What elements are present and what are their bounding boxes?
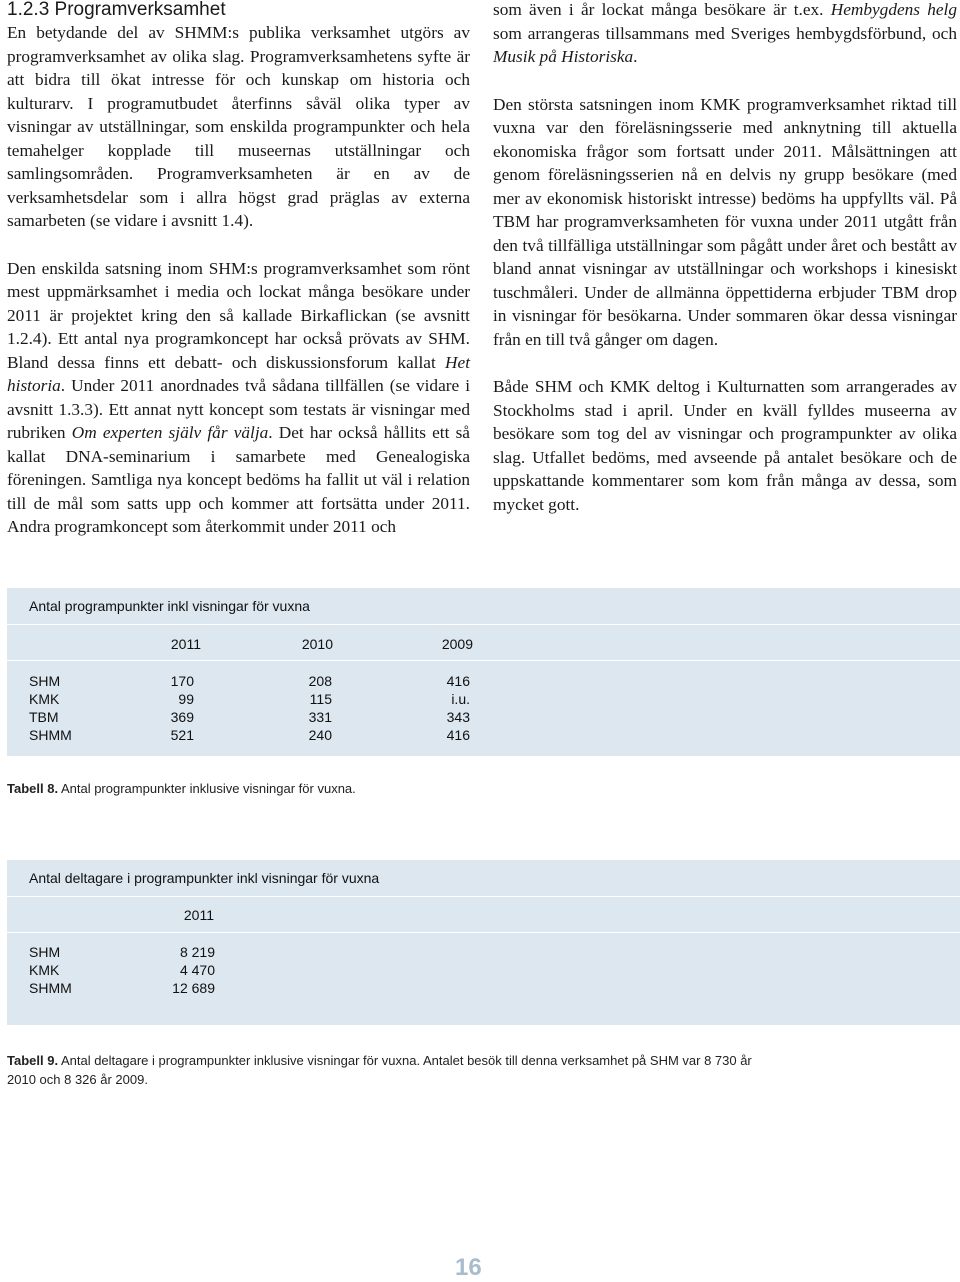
paragraph: Både SHM och KMK deltog i Kulturnatten som arrangerades av Stockholms stad i april. Under en kväll fylldes museerna av besökare som tog del av visningar och programpunkter av olika slag. Utfallet bedöms, med avseende på antalet besökare och de uppskattande kommentarer som kom från många av dessa, som mycket gott. bbox=[493, 377, 957, 514]
table-cell: 521 bbox=[170, 727, 194, 743]
table-divider bbox=[7, 932, 960, 933]
italic-title: Om experten själv får välja bbox=[71, 423, 269, 442]
row-label: TBM bbox=[29, 709, 59, 725]
italic-title: Hembygdens helg bbox=[830, 0, 957, 19]
table-cell: i.u. bbox=[451, 691, 470, 707]
column-header: 2011 bbox=[183, 907, 214, 923]
caption-label: Tabell 8. bbox=[7, 781, 59, 796]
row-label: KMK bbox=[29, 962, 60, 978]
table-title: Antal programpunkter inkl visningar för vuxna bbox=[29, 598, 310, 614]
row-label: SHM bbox=[29, 944, 61, 960]
row-label: SHMM bbox=[29, 727, 72, 743]
table-divider bbox=[7, 896, 960, 897]
table-cell: 240 bbox=[308, 727, 332, 743]
section-heading: 1.2.3 Programverksamhet bbox=[7, 0, 226, 20]
table-cell: 343 bbox=[446, 709, 470, 725]
italic-title: Musik på Historiska bbox=[493, 47, 634, 66]
caption-label: Tabell 9. bbox=[7, 1053, 59, 1068]
right-text-column bbox=[493, 0, 957, 540]
table-cell: 331 bbox=[308, 709, 332, 725]
paragraph: Den enskilda satsning inom SHM:s programverksamhet som rönt mest uppmärksamhet i media och lockat många besökare under 2011 är projektet kring den så kallade Birkaflickan (se avsnitt 1.2.4). Ett antal nya programkoncept har också prövats av SHM. Bland dessa finns ett debatt- och diskussionsforum kallat Het historia. Under 2011 anordnades två sådana tillfällen (se vidare i avsnitt 1.3.3). Ett annat nytt koncept som testats är visningar med rubriken Om experten själv får välja. Det har också hållits ett så kallat DNA-seminarium i samarbete med Genealogiska föreningen. Samtliga nya koncept bedöms ha fallit ut väl i relation till de mål som satts upp och kommer att fortsätta under 2011. Andra programkoncept som återkommit under 2011 och bbox=[7, 258, 470, 536]
row-label: KMK bbox=[29, 691, 60, 707]
table-divider bbox=[7, 624, 960, 625]
table-cell: 4 470 bbox=[179, 962, 215, 978]
table-cell: 8 219 bbox=[179, 944, 215, 960]
table-cell: 208 bbox=[308, 673, 332, 689]
paragraph: som även i år lockat många besökare är t.ex. Hembygdens helg som arrangeras tillsammans med Sveriges hembygdsförbund, och Musik på Historiska. bbox=[493, 0, 957, 66]
table-cell: 99 bbox=[178, 691, 194, 707]
row-label: SHM bbox=[29, 673, 61, 689]
table-cell: 115 bbox=[309, 691, 332, 707]
row-label: SHMM bbox=[29, 980, 72, 996]
italic-title: Het historia bbox=[7, 352, 470, 395]
table-cell: 12 689 bbox=[172, 980, 215, 996]
left-text-column bbox=[7, 21, 470, 563]
page-number: 16 bbox=[455, 1254, 482, 1281]
table-caption: Tabell 9. Antal deltagare i programpunkter inklusive visningar för vuxna. Antalet besök till denna verksamhet på SHM var 8 730 år 2010 och 8 326 år 2009. bbox=[7, 1053, 752, 1087]
table-cell: 369 bbox=[170, 709, 194, 725]
column-header: 2011 bbox=[170, 636, 201, 652]
table-cell: 416 bbox=[446, 727, 470, 743]
paragraph: Den största satsningen inom KMK programverksamhet riktad till vuxna var den föreläsningsserie med anknytning till aktuella ekonomiska frågor som fortsatt under 2011. Målsättningen att genom föreläsningsserien nå en delvis ny grupp besökare (med mer av ekonomisk historiskt intresse) bedöms ha uppfyllts väl. På TBM har programverksamheten för vuxna under 2011 utgått från den två tillfälliga utställningar som pågått under året och bestått av bland annat visningar av utställningar och workshops i kinesiskt tuschmåleri. Under de allmänna öppettiderna erbjuder TBM drop in visningar för besökarna. Under sommaren ökar dessa visningar från en till två gånger om dagen. bbox=[493, 94, 957, 349]
table-divider bbox=[7, 660, 960, 661]
table-programpunkter bbox=[7, 588, 960, 756]
table-cell: 170 bbox=[170, 673, 194, 689]
table-title: Antal deltagare i programpunkter inkl visningar för vuxna bbox=[29, 870, 380, 886]
table-cell: 416 bbox=[446, 673, 470, 689]
column-header: 2009 bbox=[441, 636, 473, 652]
table-deltagare bbox=[7, 860, 960, 1025]
column-header: 2010 bbox=[301, 636, 333, 652]
paragraph: En betydande del av SHMM:s publika verksamhet utgörs av programverksamhet av olika slag. Programverksamhetens syfte är att bidra till ökat intresse för och kunskap om historia och kulturarv. I programutbudet återfinns såväl olika typer av visningar av utställningar, som enskilda programpunkter och hela temahelger kopplade till museernas utställningar och samlingsområden. Programverksamheten är en av de verksamhetsdelar som i allra högst grad präglas av externa samarbeten (se vidare i avsnitt 1.4). bbox=[7, 23, 470, 230]
table-caption: Tabell 8. Antal programpunkter inklusive visningar för vuxna. bbox=[7, 781, 356, 796]
